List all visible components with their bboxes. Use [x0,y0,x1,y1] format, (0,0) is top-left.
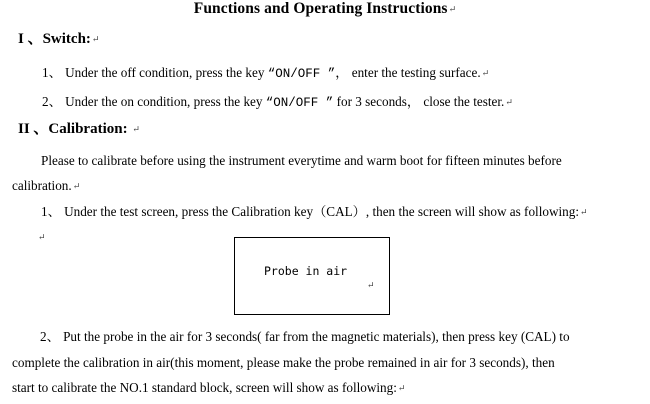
paragraph-mark-icon: ↵ [132,124,140,134]
paragraph-mark-icon: ↵ [367,280,375,290]
screen-display-text: Probe in air [264,264,348,278]
item-number: 2、 [42,94,62,109]
key-name: “ON/OFF ” [267,67,336,81]
calibration-step-1 [41,204,588,220]
section-calibration-heading [18,121,140,137]
heading-text: II 、Calibration: [18,121,128,137]
paragraph-mark-icon: ↵ [580,207,588,217]
switch-item-1 [42,65,489,82]
switch-item-2 [42,94,513,111]
item-text-end: ， enter the testing surface. [335,65,481,80]
key-name: “ON/OFF ” [265,96,334,110]
heading-text: I 、Switch: [18,31,91,47]
paragraph-mark-icon: ↵ [38,232,46,242]
paragraph-mark-icon: ↵ [91,34,100,44]
paragraph-mark-icon: ↵ [72,181,81,191]
calibration-intro-line-1: Please to calibrate before using the instrument everytime and warm boot for fifteen minutes before [41,153,562,168]
paragraph-mark-icon: ↵ [481,68,490,78]
empty-paragraph [37,229,46,245]
item-text: Under the off condition, press the key [65,65,268,80]
calibration-step-2-line-3 [12,380,405,396]
intro-text: calibration. [12,178,72,193]
calibration-step-2-line-1: 2、 Put the probe in the air for 3 seconds( far from the magnetic materials), then press key (CAL) to [40,329,570,344]
paragraph-mark-icon: ↵ [397,383,406,393]
step-text: start to calibrate the NO.1 standard block, screen will show as following: [12,380,397,395]
calibration-intro-line-2 [12,178,80,194]
calibration-step-2-line-2: complete the calibration in air(this moment, please make the probe remained in air for 3 seconds), then [12,355,555,370]
screen-display-box [234,237,390,315]
title-text: Functions and Operating Instructions [193,0,448,17]
item-text-end: for 3 seconds， close the tester. [333,94,505,109]
item-text: Under the on condition, press the key [65,94,266,109]
item-number: 1、 [42,65,62,80]
step-text: 1、 Under the test screen, press the Calibration key（CAL）, then the screen will show as following: [41,204,580,219]
paragraph-mark-icon: ↵ [448,4,457,14]
section-switch-heading [18,31,99,47]
page-title [0,1,650,17]
paragraph-mark-icon: ↵ [505,97,513,107]
